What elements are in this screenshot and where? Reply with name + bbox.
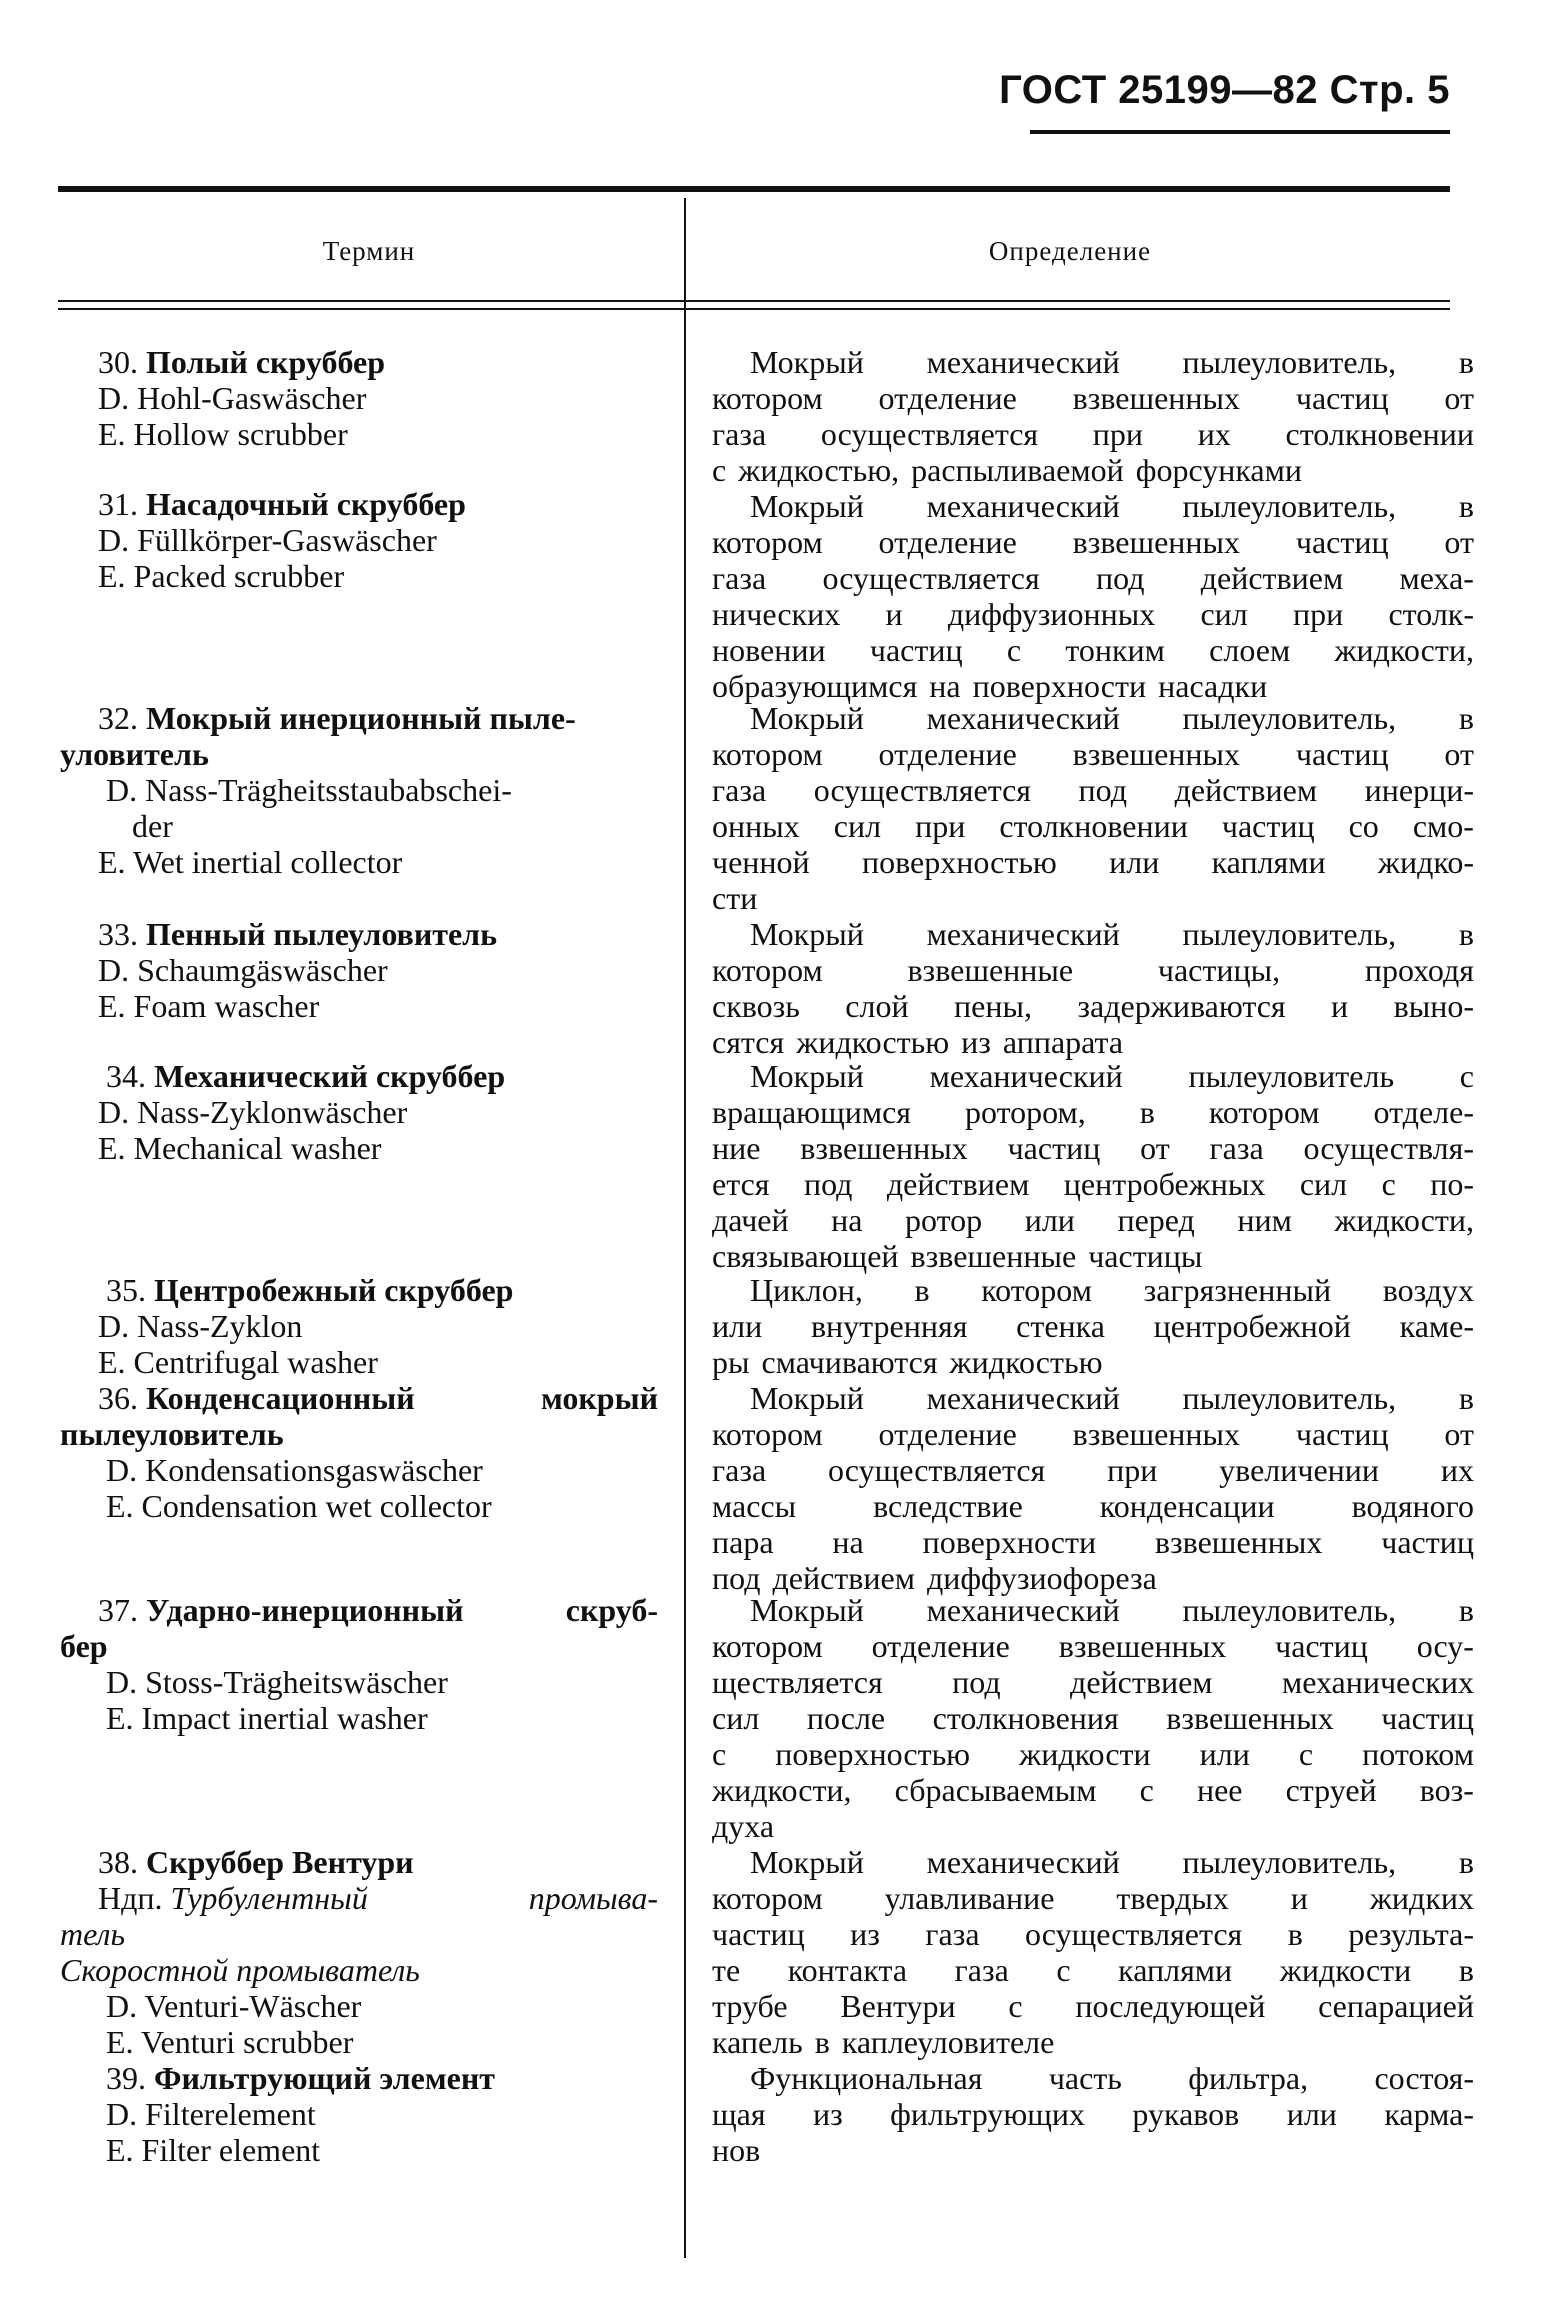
definition-line: вращающимся ротором, в котором отделе- <box>712 1094 1474 1130</box>
definition-39 <box>712 2060 1474 2168</box>
definition-line: Мокрый механический пылеуловитель, в <box>750 700 1474 736</box>
definition-line: нических и диффузионных сил при столк- <box>712 596 1474 632</box>
term-39: 39. Фильтрующий элемент D. Filterelement E. Filter element <box>106 2060 495 2168</box>
definition-line: или внутренняя стенка центробежной каме- <box>712 1308 1474 1344</box>
definition-line: трубе Вентури с последующей сепарацией <box>712 1988 1474 2024</box>
definition-line: Мокрый механический пылеуловитель, в <box>750 916 1474 952</box>
definition-line: котором отделение взвешенных частиц осу- <box>712 1628 1474 1664</box>
definition-line: ние взвешенных частиц от газа осуществля- <box>712 1130 1474 1166</box>
definition-line: котором взвешенные частицы, проходя <box>712 952 1474 988</box>
definition-line: пара на поверхности взвешенных частиц <box>712 1524 1474 1560</box>
term-34: 34. Механический скруббер D. Nass-Zyklonwäscher E. Mechanical washer <box>98 1058 506 1166</box>
definition-line: массы вследствие конденсации водяного <box>712 1488 1474 1524</box>
column-divider <box>684 198 686 2258</box>
definition-line: Мокрый механический пылеуловитель, в <box>750 1844 1474 1880</box>
definition-32 <box>712 700 1474 916</box>
definition-line: под действием диффузиофореза <box>712 1560 1157 1596</box>
definition-line: нов <box>712 2132 761 2168</box>
definition-38 <box>712 1844 1474 2060</box>
definition-line: дачей на ротор или перед ним жидкости, <box>712 1202 1474 1238</box>
definition-line: газа осуществляется под действием инерци- <box>712 772 1474 808</box>
term-36: 36. Конденсационный мокрый пылеуловитель D. Kondensationsgaswäscher E. Condensation wet collector <box>60 1380 658 1524</box>
definition-line: Мокрый механический пылеуловитель, в <box>750 344 1474 380</box>
definition-line: Циклон, в котором загрязненный воздух <box>750 1272 1474 1308</box>
definition-line: сти <box>712 880 758 916</box>
definition-line: котором отделение взвешенных частиц от <box>712 1416 1474 1452</box>
column-header-term: Термин <box>322 236 416 266</box>
term-31: 31. Насадочный скруббер D. Füllkörper-Gaswäscher E. Packed scrubber <box>98 486 466 594</box>
definition-line: те контакта газа с каплями жидкости в <box>712 1952 1474 1988</box>
definition-line: связывающей взвешенные частицы <box>712 1238 1203 1274</box>
definition-31 <box>712 488 1474 704</box>
definition-line: щая из фильтрующих рукавов или карма- <box>712 2096 1474 2132</box>
definition-37 <box>712 1592 1474 1844</box>
definition-line: котором отделение взвешенных частиц от <box>712 380 1474 416</box>
definition-line: с жидкостью, распыливаемой форсунками <box>712 452 1302 488</box>
definition-line: жидкости, сбрасываемым с нее струей воз- <box>712 1772 1474 1808</box>
definition-line: ществляется под действием механических <box>712 1664 1474 1700</box>
definition-line: с поверхностью жидкости или с потоком <box>712 1736 1474 1772</box>
definition-line: Мокрый механический пылеуловитель, в <box>750 488 1474 524</box>
header-rule-bottom <box>58 308 1450 310</box>
definition-line: котором отделение взвешенных частиц от <box>712 736 1474 772</box>
term-30: 30. Полый скруббер D. Hohl-Gaswäscher E. Hollow scrubber <box>98 344 386 452</box>
definition-line: газа осуществляется под действием меха- <box>712 560 1474 596</box>
definition-line: частиц из газа осуществляется в результа- <box>712 1916 1474 1952</box>
definition-line: онных сил при столкновении частиц со смо- <box>712 808 1474 844</box>
definition-line: котором улавливание твердых и жидких <box>712 1880 1474 1916</box>
definition-30 <box>712 344 1474 488</box>
definition-line: новении частиц с тонким слоем жидкости, <box>712 632 1474 668</box>
term-37: 37. Ударно-инерционный скруб- бер D. Stoss-Trägheitswäscher E. Impact inertial washer <box>60 1592 658 1736</box>
definition-line: котором отделение взвешенных частиц от <box>712 524 1474 560</box>
column-header-definition: Определение <box>988 236 1152 266</box>
term-33: 33. Пенный пылеуловитель D. Schaumgäswäscher E. Foam wascher <box>98 916 498 1024</box>
definition-line: сятся жидкостью из аппарата <box>712 1024 1124 1060</box>
definition-line: Мокрый механический пылеуловитель, в <box>750 1592 1474 1628</box>
definition-34 <box>712 1058 1474 1274</box>
definition-line: газа осуществляется при их столкновении <box>712 416 1474 452</box>
definition-33 <box>712 916 1474 1060</box>
term-35: 35. Центробежный скруббер D. Nass-Zyklon E. Centrifugal washer <box>98 1272 514 1380</box>
definition-line: духа <box>712 1808 775 1844</box>
definition-line: ченной поверхностью или каплями жидко- <box>712 844 1474 880</box>
definition-line: капель в каплеуловителе <box>712 2024 1055 2060</box>
table-top-rule <box>58 186 1450 192</box>
page-header: ГОСТ 25199—82 Стр. 5 <box>999 68 1450 112</box>
definition-line: Мокрый механический пылеуловитель с <box>750 1058 1474 1094</box>
definition-line: газа осуществляется при увеличении их <box>712 1452 1474 1488</box>
definition-36 <box>712 1380 1474 1596</box>
definition-line: ется под действием центробежных сил с по- <box>712 1166 1474 1202</box>
header-rule <box>1030 130 1450 134</box>
definition-line: Мокрый механический пылеуловитель, в <box>750 1380 1474 1416</box>
term-32: 32. Мокрый инерционный пыле- уловитель D. Nass-Trägheitsstaubabschei- der E. Wet inertial collector <box>60 700 576 880</box>
header-rule-top <box>58 300 1450 302</box>
definition-line: сквозь слой пены, задерживаются и выно- <box>712 988 1474 1024</box>
definition-line: Функциональная часть фильтра, состоя- <box>750 2060 1474 2096</box>
term-38: 38. Скруббер Вентури Ндп. Турбулентный промыва- тель Скоростной промыватель D. Venturi-Wäscher E. Venturi scrubber <box>60 1844 658 2060</box>
definition-line: сил после столкновения взвешенных частиц <box>712 1700 1474 1736</box>
definition-line: ры смачиваются жидкостью <box>712 1344 1103 1380</box>
definition-line: образующимся на поверхности насадки <box>712 668 1268 704</box>
definition-35 <box>712 1272 1474 1380</box>
